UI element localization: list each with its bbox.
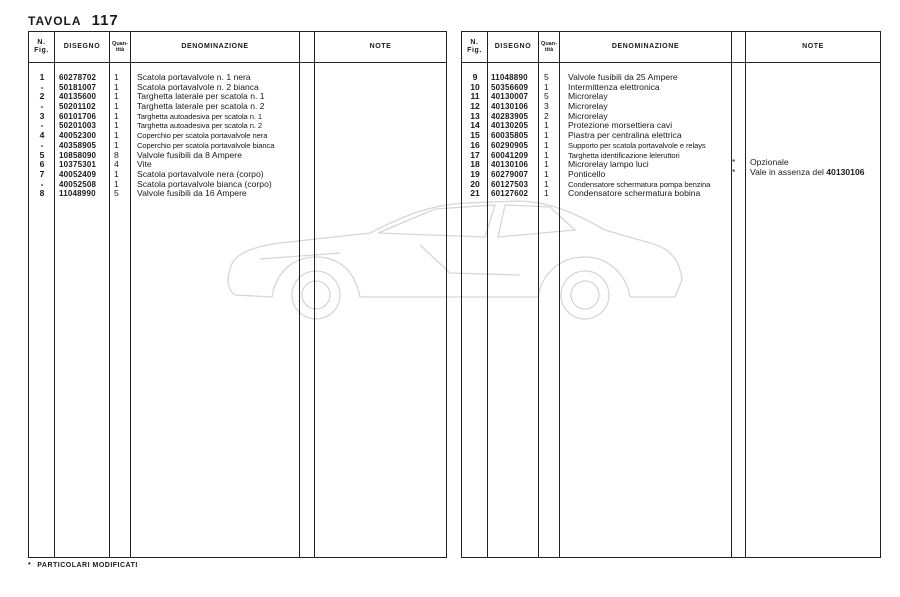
- part-description: Vite: [137, 159, 152, 170]
- part-number: 60127602: [491, 189, 529, 199]
- table-row: [462, 102, 880, 112]
- table-row: [462, 151, 880, 161]
- quantity: 1: [114, 72, 119, 82]
- table-row: [462, 73, 880, 83]
- part-number: 60278702: [59, 73, 97, 82]
- quantity: 2: [544, 110, 549, 121]
- table-number: 117: [91, 12, 119, 29]
- table-row: [462, 83, 880, 93]
- header-divider: [462, 62, 880, 63]
- right-rows: [462, 73, 880, 199]
- fig-number: 21: [470, 188, 480, 199]
- part-number: 50201003: [59, 121, 97, 131]
- part-number: 40130205: [491, 121, 529, 131]
- table-row: [462, 189, 880, 199]
- part-number: 40358905: [59, 140, 97, 150]
- page-title: [28, 12, 119, 29]
- part-description: Targhetta identificazione leleruttori: [568, 150, 680, 160]
- part-description: Targhetta laterale per scatola n. 1: [137, 91, 265, 102]
- fig-number: -: [40, 81, 44, 92]
- part-number: 40130007: [491, 92, 529, 102]
- table-row: [29, 189, 446, 199]
- note-text: Opzionale: [750, 157, 789, 167]
- fig-number: 5: [39, 149, 45, 160]
- fig-number: 19: [470, 168, 480, 179]
- part-number: 40052300: [59, 131, 97, 141]
- part-number: 40130106: [491, 160, 529, 170]
- fig-number: 15: [470, 130, 480, 141]
- quantity: 1: [544, 159, 549, 170]
- quantity: 1: [544, 81, 549, 92]
- quantity: 1: [114, 178, 119, 189]
- header-fig-line2: Fig.: [467, 47, 482, 54]
- part-description: Condensatore schermatura bobina: [568, 188, 701, 199]
- part-description: Scatola portavalvole bianca (corpo): [137, 178, 272, 189]
- part-number: 50356609: [491, 82, 529, 92]
- part-number: 40052409: [59, 169, 97, 179]
- part-number: 60279007: [491, 169, 529, 179]
- part-description: Ponticello: [568, 168, 606, 179]
- note-text: [750, 168, 865, 178]
- fig-number: 20: [470, 178, 480, 189]
- part-number: 11048890: [491, 73, 528, 82]
- part-number: 60041209: [491, 150, 529, 160]
- quantity: 1: [114, 130, 119, 141]
- quantity: 8: [114, 149, 119, 160]
- fig-number: -: [40, 178, 44, 189]
- parts-table-right: [461, 31, 881, 558]
- part-description: Intermittenza elettronica: [568, 81, 660, 92]
- fig-number: 10: [470, 81, 480, 92]
- quantity: 1: [544, 139, 549, 150]
- fig-number: 14: [470, 120, 480, 131]
- note-mark: *: [732, 157, 736, 167]
- table-row: [462, 131, 880, 141]
- fig-number: 6: [39, 159, 45, 170]
- fig-number: 12: [470, 101, 480, 112]
- table-row: [29, 151, 446, 161]
- header-denominazione: DENOMINAZIONE: [611, 43, 680, 50]
- fig-number: -: [40, 120, 44, 131]
- fig-number: 2: [39, 91, 45, 102]
- table-row: [29, 102, 446, 112]
- quantity: 5: [544, 91, 549, 102]
- header-qty-line2: tità: [544, 47, 554, 53]
- fig-number: 11: [470, 91, 480, 102]
- part-description: Supporto per scatola portavalvole e relays: [568, 140, 706, 150]
- header-fig-line2: Fig.: [34, 47, 49, 54]
- part-number: 40052508: [59, 179, 97, 189]
- footer-text: PARTICOLARI MODIFICATI: [37, 562, 138, 569]
- fig-number: 13: [470, 110, 480, 121]
- fig-number: -: [40, 101, 44, 112]
- part-description: Scatola portavalvole n. 2 bianca: [137, 81, 259, 92]
- part-description: Scatola portavalvole n. 1 nera: [137, 72, 251, 82]
- part-number: 40130106: [491, 102, 529, 112]
- header-fig: [462, 32, 487, 62]
- fig-number: 8: [39, 188, 45, 199]
- part-number: 50181007: [59, 82, 97, 92]
- quantity: 4: [114, 159, 119, 170]
- part-description: Valvole fusibili da 16 Ampere: [137, 188, 247, 199]
- header-fig-line1: N.: [37, 39, 46, 46]
- fig-number: 1: [39, 72, 45, 82]
- part-number: 40283905: [491, 111, 529, 121]
- fig-number: -: [40, 139, 44, 150]
- header-qty: [110, 32, 130, 62]
- part-description: Targhetta laterale per scatola n. 2: [137, 101, 265, 112]
- header-qty-line1: Quan-: [541, 41, 557, 47]
- part-number: 11048990: [59, 189, 96, 199]
- title-label: TAVOLA: [28, 14, 82, 28]
- part-description: Protezione morsettiera cavi: [568, 120, 673, 131]
- quantity: 1: [114, 101, 119, 112]
- quantity: 1: [544, 120, 549, 131]
- header-denominazione: DENOMINAZIONE: [181, 43, 249, 50]
- left-rows: [29, 73, 446, 199]
- note-text-prefix: Vale in assenza del: [750, 166, 827, 177]
- note-mark: *: [732, 166, 736, 177]
- quantity: 1: [544, 168, 549, 179]
- table-row: [462, 141, 880, 151]
- table-row: [29, 112, 446, 122]
- quantity: 1: [114, 120, 119, 131]
- quantity: 5: [114, 188, 119, 199]
- part-description: Piastra per centralina elettrica: [568, 130, 682, 141]
- header-fig: [29, 32, 54, 62]
- fig-number: 18: [470, 159, 480, 170]
- quantity: 1: [544, 178, 549, 189]
- part-description: Targhetta autoadesiva per scatola n. 2: [137, 121, 262, 131]
- part-description: Microrelay: [568, 101, 608, 112]
- quantity: 1: [544, 188, 549, 199]
- part-description: Targhetta autoadesiva per scatola n. 1: [137, 111, 262, 121]
- quantity: 1: [114, 81, 119, 92]
- header-note: NOTE: [802, 43, 824, 50]
- header-fig-line1: N.: [470, 39, 479, 46]
- part-description: Valvole fusibili da 25 Ampere: [568, 72, 678, 82]
- fig-number: 3: [39, 110, 45, 121]
- table-row: [29, 131, 446, 141]
- part-number: 10375301: [59, 160, 97, 170]
- part-number: 50201102: [59, 102, 96, 112]
- footer-mark: *: [28, 562, 32, 569]
- header-qty: [539, 32, 559, 62]
- fig-number: 7: [39, 168, 45, 179]
- quantity: 1: [544, 130, 549, 141]
- fig-number: 9: [472, 72, 478, 82]
- quantity: 5: [544, 72, 549, 82]
- header-disegno: DISEGNO: [494, 43, 532, 50]
- part-number: 60290905: [491, 140, 529, 150]
- part-description: Condensatore schermatura pompa benzina: [568, 179, 711, 189]
- part-number: 10858090: [59, 150, 97, 160]
- header-divider: [29, 62, 446, 63]
- header-qty-line2: tità: [115, 47, 125, 53]
- note-code: 40130106: [826, 166, 865, 177]
- part-description: Scatola portavalvole nera (corpo): [137, 168, 264, 179]
- part-description: Microrelay lampo luci: [568, 159, 649, 170]
- part-description: Valvole fusibili da 8 Ampere: [137, 149, 242, 160]
- quantity: 1: [114, 139, 119, 150]
- quantity: 3: [544, 101, 549, 112]
- part-number: 60035805: [491, 131, 529, 141]
- part-description: Coperchio per scatola portavalvole bianca: [137, 140, 275, 150]
- part-description: Microrelay: [568, 91, 608, 102]
- fig-number: 4: [39, 130, 45, 141]
- header-qty-line1: Quan-: [112, 41, 128, 47]
- part-description: Coperchio per scatola portavalvole nera: [137, 131, 268, 141]
- part-description: Microrelay: [568, 110, 608, 121]
- fig-number: 16: [470, 139, 480, 150]
- fig-number: 17: [470, 149, 480, 160]
- footer-legend: [28, 562, 138, 569]
- parts-table-left: [28, 31, 447, 558]
- table-row: [462, 92, 880, 102]
- table-row: [29, 121, 446, 131]
- quantity: 1: [544, 149, 549, 160]
- part-number: 60127503: [491, 179, 529, 189]
- part-number: 60101706: [59, 111, 97, 121]
- quantity: 1: [114, 168, 119, 179]
- header-note: NOTE: [369, 43, 392, 50]
- part-number: 40135600: [59, 92, 97, 102]
- quantity: 1: [114, 91, 119, 102]
- header-disegno: DISEGNO: [63, 43, 101, 50]
- quantity: 1: [114, 110, 119, 121]
